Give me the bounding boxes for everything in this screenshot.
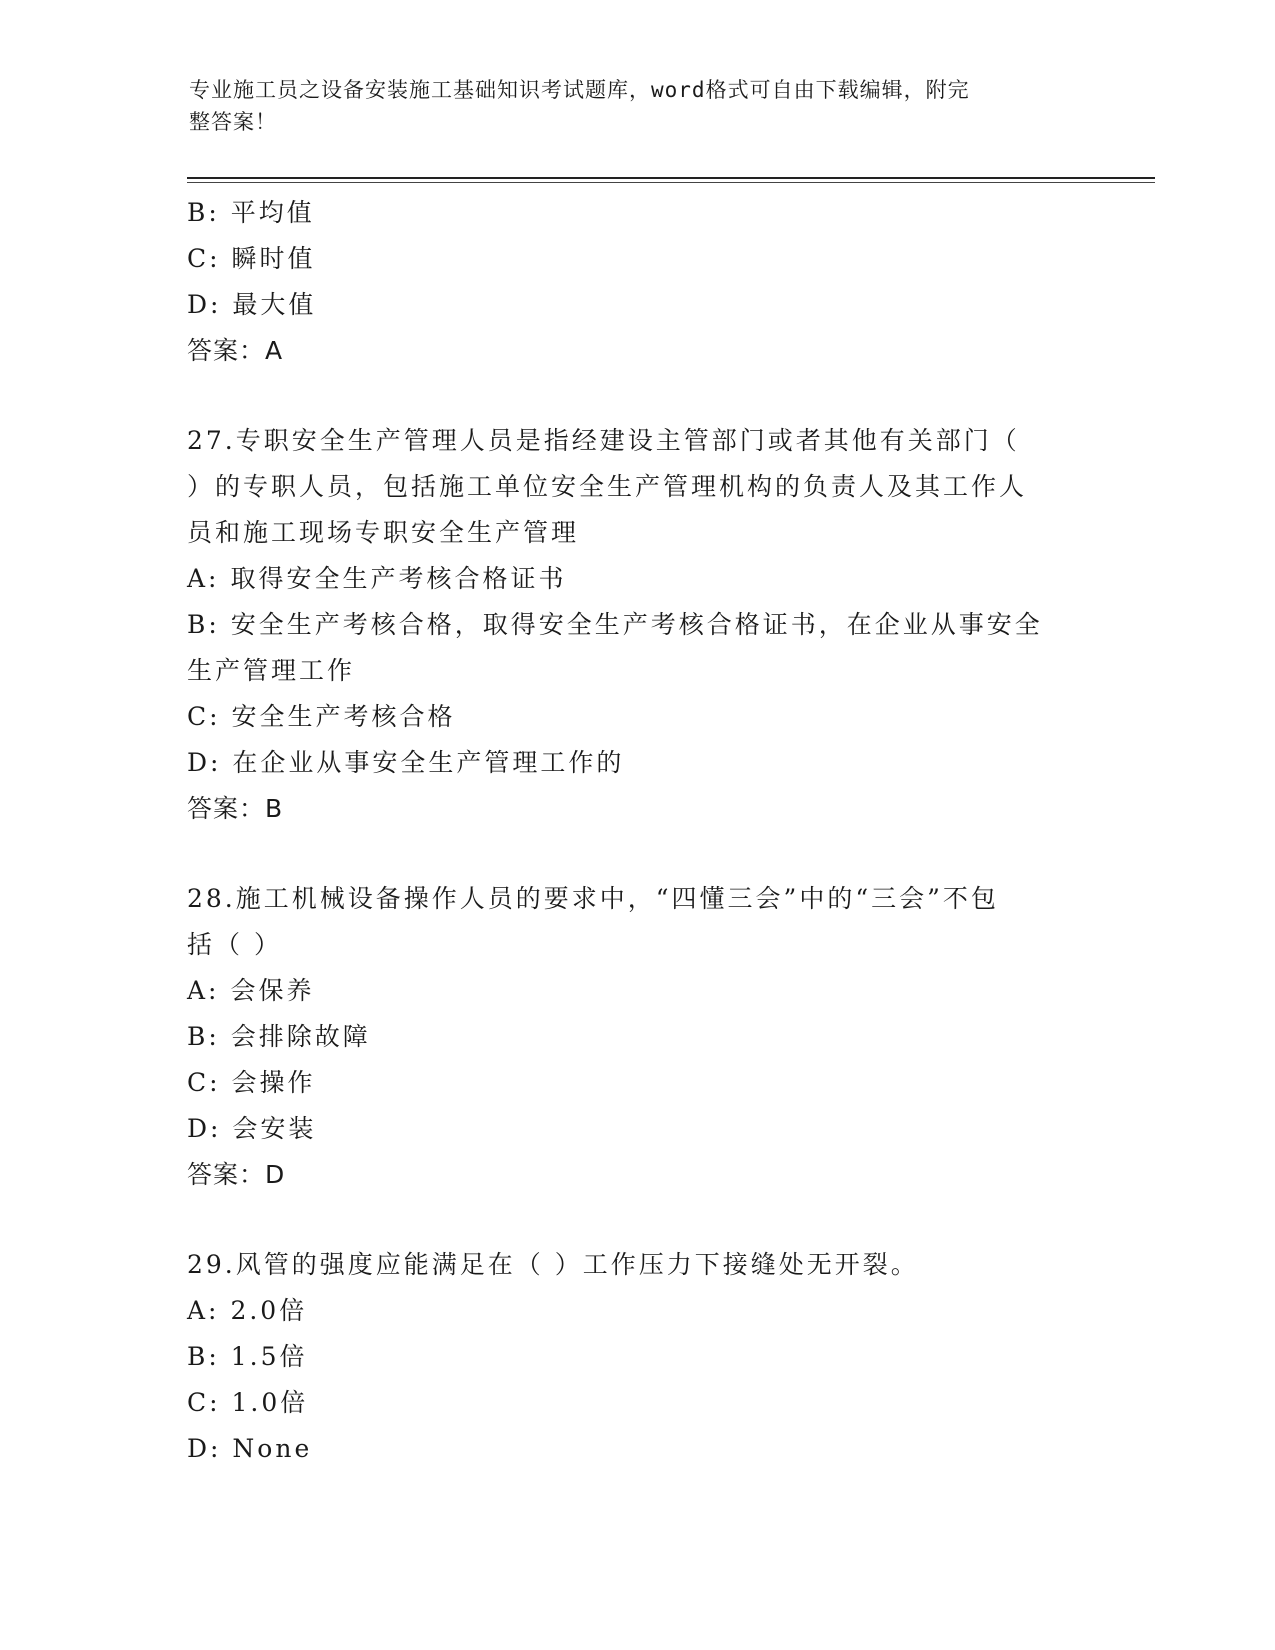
option-label: B: xyxy=(187,1022,220,1051)
option-label: C: xyxy=(187,244,221,273)
option-text: 会安装 xyxy=(232,1114,317,1143)
option-label: D: xyxy=(187,748,222,777)
option-text: 在企业从事安全生产管理工作的 xyxy=(232,748,625,777)
option-text: 会操作 xyxy=(231,1068,316,1097)
answer-line: 答案：A xyxy=(187,336,284,365)
option-a xyxy=(187,556,1087,602)
header-divider-thin xyxy=(187,182,1155,183)
question-stem-line: ）的专职人员，包括施工单位安全生产管理机构的负责人及其工作人 xyxy=(187,472,1028,501)
option-text: 1.5倍 xyxy=(230,1342,308,1371)
option-label: D: xyxy=(187,1434,222,1463)
option-c xyxy=(187,236,1087,282)
option-text: 会保养 xyxy=(230,976,315,1005)
option-label: B: xyxy=(187,610,220,639)
spacer xyxy=(187,1198,1087,1242)
option-text: 安全生产考核合格 xyxy=(231,702,456,731)
question-stem-line: 27.专职安全生产管理人员是指经建设主管部门或者其他有关部门（ xyxy=(187,426,1020,455)
question-26-tail xyxy=(187,190,1087,374)
header-title-line-2: 整答案！ xyxy=(189,110,277,134)
question-stem-line: 括（ ） xyxy=(187,930,282,959)
option-text: 安全生产考核合格，取得安全生产考核合格证书，在企业从事安全 xyxy=(230,610,1043,639)
option-b xyxy=(187,1334,1087,1380)
option-text: 取得安全生产考核合格证书 xyxy=(230,564,567,593)
option-d xyxy=(187,282,1087,328)
question-stem-line: 员和施工现场专职安全生产管理 xyxy=(187,518,580,547)
option-label: A: xyxy=(187,564,220,593)
option-label: C: xyxy=(187,702,221,731)
option-b xyxy=(187,1014,1087,1060)
answer-line: 答案：D xyxy=(187,1160,286,1189)
option-a xyxy=(187,1288,1087,1334)
option-text: 瞬时值 xyxy=(231,244,316,273)
header-divider-thick xyxy=(187,177,1155,179)
option-label: C: xyxy=(187,1068,221,1097)
option-label: D: xyxy=(187,290,222,319)
question-content xyxy=(187,190,1087,1472)
option-label: A: xyxy=(187,976,220,1005)
option-label: A: xyxy=(187,1296,220,1325)
answer-line: 答案：B xyxy=(187,794,284,823)
option-label: B: xyxy=(187,198,220,227)
option-c xyxy=(187,1060,1087,1106)
option-c xyxy=(187,694,1087,740)
option-label: B: xyxy=(187,1342,220,1371)
option-label: D: xyxy=(187,1114,222,1143)
option-d xyxy=(187,1426,1087,1472)
option-text: 平均值 xyxy=(230,198,315,227)
option-a xyxy=(187,968,1087,1014)
option-text: 1.0倍 xyxy=(231,1388,309,1417)
option-b xyxy=(187,602,1087,648)
option-text: None xyxy=(232,1434,313,1463)
question-stem-line: 28.施工机械设备操作人员的要求中，“四懂三会”中的“三会”不包 xyxy=(187,884,999,913)
spacer xyxy=(187,832,1087,876)
option-c xyxy=(187,1380,1087,1426)
spacer xyxy=(187,374,1087,418)
question-29 xyxy=(187,1242,1087,1472)
option-text: 2.0倍 xyxy=(230,1296,308,1325)
option-b-continuation: 生产管理工作 xyxy=(187,656,356,685)
option-label: C: xyxy=(187,1388,221,1417)
header-title-line-1: 专业施工员之设备安装施工基础知识考试题库，word格式可自由下载编辑，附完 xyxy=(189,78,970,102)
question-stem-line: 29.风管的强度应能满足在（ ）工作压力下接缝处无开裂。 xyxy=(187,1250,919,1279)
document-header xyxy=(189,74,1069,138)
option-d xyxy=(187,1106,1087,1152)
option-text: 会排除故障 xyxy=(230,1022,371,1051)
option-d xyxy=(187,740,1087,786)
option-text: 最大值 xyxy=(232,290,317,319)
option-b xyxy=(187,190,1087,236)
question-27 xyxy=(187,418,1087,832)
question-28 xyxy=(187,876,1087,1198)
